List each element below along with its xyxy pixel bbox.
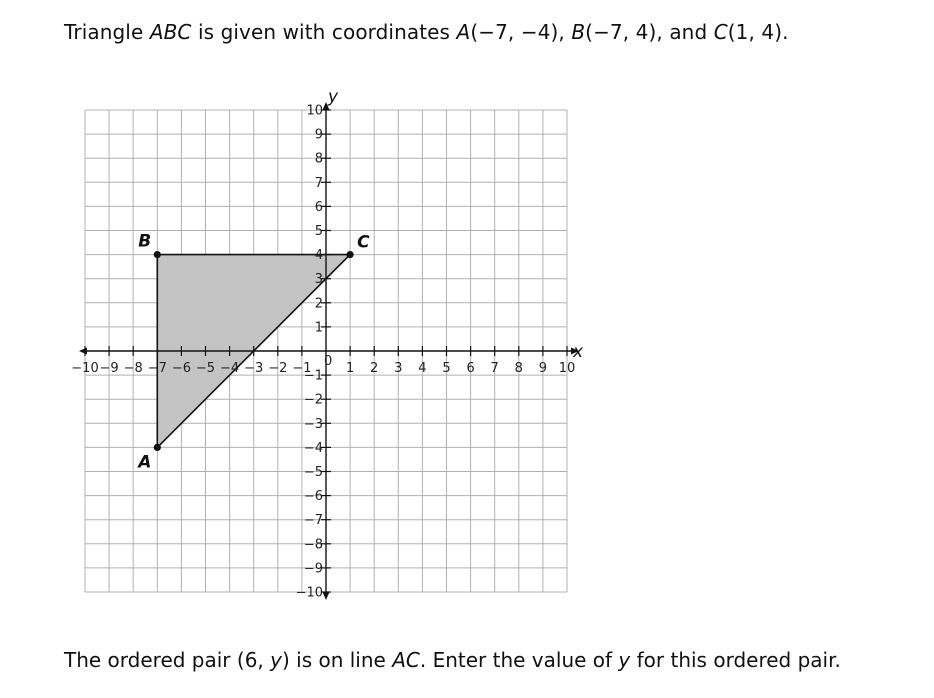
y-axis-label: y — [328, 87, 339, 107]
x-tick-label: −3 — [244, 361, 264, 376]
question-text-4: for this ordered pair. — [630, 648, 841, 672]
y-tick-label: 2 — [314, 296, 323, 312]
y-tick-label: 8 — [314, 151, 323, 167]
vertex-a-label: A — [138, 452, 152, 473]
y-tick-label: 6 — [314, 199, 323, 215]
x-tick-label: 7 — [490, 361, 499, 376]
x-tick-label: −9 — [99, 361, 119, 376]
x-tick-label: 2 — [370, 361, 379, 376]
prompt-text-1: Triangle — [64, 20, 150, 44]
x-tick-label: −4 — [220, 361, 240, 376]
x-tick-label: −2 — [268, 361, 288, 376]
y-tick-label: −7 — [303, 513, 323, 529]
y-tick-label: 5 — [314, 224, 323, 239]
y-tick-label: −3 — [303, 416, 323, 432]
y-tick-label: 7 — [314, 175, 323, 191]
question-text-1: The ordered pair (6, — [64, 648, 271, 672]
y-tick-label: −4 — [303, 440, 323, 456]
y-tick-label: 9 — [314, 127, 323, 143]
vertex-a-dot — [154, 444, 161, 451]
question-text — [64, 648, 841, 672]
vertex-b-dot — [154, 251, 161, 258]
point-c-coords: (1, 4). — [727, 20, 789, 44]
y-tick-label: −2 — [303, 392, 323, 408]
origin-label: 0 — [324, 354, 333, 369]
y-tick-label: −8 — [303, 537, 323, 553]
x-tick-label: 9 — [538, 361, 548, 376]
x-tick-label: −8 — [123, 361, 143, 376]
x-axis-label: x — [573, 342, 584, 362]
point-a-name: A — [456, 20, 471, 44]
point-b-name: B — [571, 20, 586, 44]
tick-labels — [71, 104, 575, 601]
question-text-2: ) is on line — [281, 648, 393, 672]
y-tick-label: 10 — [306, 103, 323, 119]
x-tick-label: −10 — [71, 361, 99, 376]
point-a-coords: (−7, −4), — [470, 20, 572, 44]
y-tick-label: 1 — [314, 320, 323, 336]
x-tick-label: −5 — [195, 361, 216, 376]
y-tick-label: 4 — [314, 248, 323, 264]
point-c-name: C — [713, 20, 728, 44]
y-axis-arrow-down — [323, 592, 330, 600]
vertex-b-label: B — [138, 231, 152, 252]
y-tick-label: −1 — [303, 368, 323, 384]
y-tick-label: −5 — [303, 465, 323, 480]
x-tick-label: 10 — [558, 361, 576, 376]
x-tick-label: −1 — [292, 361, 312, 376]
vertex-c-dot — [347, 251, 354, 258]
x-tick-label: 1 — [345, 361, 355, 376]
x-tick-label: 8 — [514, 361, 523, 376]
y-tick-label: −10 — [295, 585, 323, 601]
y-tick-label: −9 — [303, 561, 323, 577]
y-tick-label: 3 — [314, 272, 323, 288]
x-axis-arrow-left — [79, 348, 87, 355]
question-line-name: AC — [392, 648, 420, 672]
point-b-coords: (−7, 4), and — [585, 20, 714, 44]
x-tick-label: 3 — [394, 361, 403, 376]
x-tick-label: −7 — [147, 361, 167, 376]
prompt-text-2: is given with coordinates — [191, 20, 457, 44]
x-tick-label: 4 — [418, 361, 427, 376]
question-y-var-1: y — [270, 648, 282, 672]
x-tick-label: 5 — [442, 361, 451, 376]
question-text-3: . Enter the value of — [419, 648, 619, 672]
triangle-name: ABC — [149, 20, 192, 44]
vertex-c-label: C — [357, 232, 370, 253]
x-tick-label: −6 — [171, 361, 191, 376]
x-tick-label: 6 — [466, 361, 475, 376]
question-y-var-2: y — [618, 648, 631, 672]
axes — [79, 87, 584, 600]
y-tick-label: −6 — [303, 489, 323, 505]
